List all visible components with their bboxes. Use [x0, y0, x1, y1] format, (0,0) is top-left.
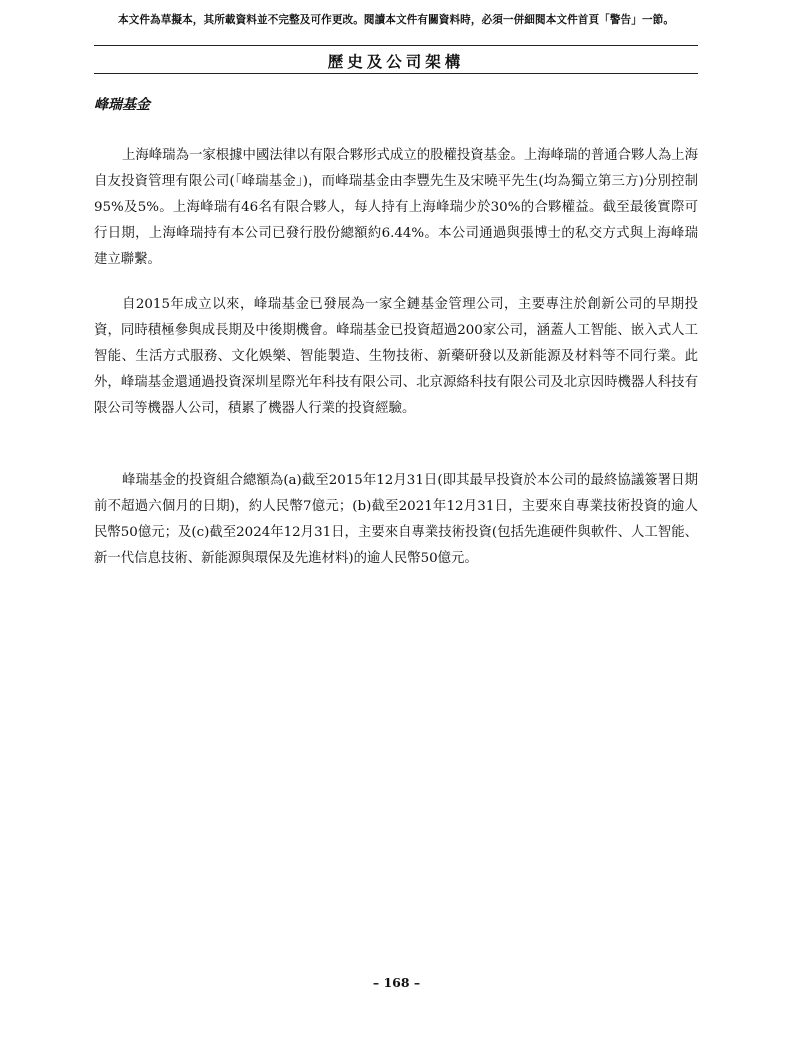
- paragraph: 自2015年成立以來，峰瑞基金已發展為一家全鏈基金管理公司，主要專注於創新公司的早期投資，同時積極參與成長期及中後期機會。峰瑞基金已投資超過200家公司，涵蓋人工智能、嵌入式人工智能、生活方式服務、文化娛樂、智能製造、生物技術、新藥研發以及新能源及材料等不同行業。此外，峰瑞基金還通過投資深圳星際光年科技有限公司、北京源絡科技有限公司及北京因時機器人科技有限公司等機器人公司，積累了機器人行業的投資經驗。: [94, 297, 698, 416]
- paragraph: 上海峰瑞為一家根據中國法律以有限合夥形式成立的股權投資基金。上海峰瑞的普通合夥人為上海自友投資管理有限公司(「峰瑞基金」)，而峰瑞基金由李豐先生及宋曉平先生(均為獨立第三方)分別控制95%及5%。上海峰瑞有46名有限合夥人，每人持有上海峰瑞少於30%的合夥權益。截至最後實際可行日期，上海峰瑞持有本公司已發行股份總額約6.44%。本公司通過與張博士的私交方式與上海峰瑞建立聯繫。: [94, 148, 698, 267]
- paragraph: 峰瑞基金的投資組合總額為(a)截至2015年12月31日(即其最早投資於本公司的最終協議簽署日期前不超過六個月的日期)，約人民幣7億元；(b)截至2021年12月31日，主要來自專業技術投資的逾人民幣50億元；及(c)截至2024年12月31日，主要來自專業技術投資(包括先進硬件與軟件、人工智能、新一代信息技術、新能源與環保及先進材料)的逾人民幣50億元。: [94, 473, 698, 566]
- subheading: 峰瑞基金: [94, 97, 150, 113]
- section-title: 歷史及公司架構: [327, 52, 465, 71]
- header-top-rule: [94, 45, 698, 46]
- draft-warning-banner: 本文件為草擬本，其所載資料並不完整及可作更改。閱讀本文件有關資料時，必須一併細閱本文件首頁「警告」一節。: [117, 14, 675, 26]
- header-bottom-rule: [94, 73, 698, 74]
- page-number: – 168 –: [372, 975, 421, 990]
